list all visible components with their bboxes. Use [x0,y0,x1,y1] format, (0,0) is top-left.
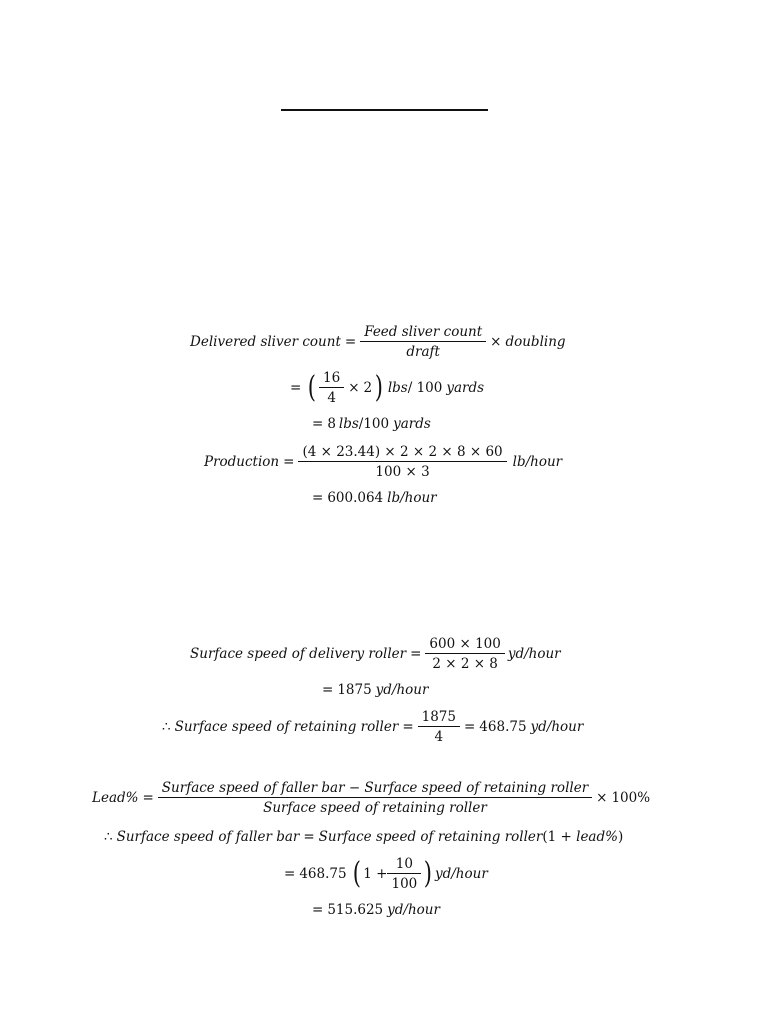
eq10-therefore: ∴ [104,829,113,845]
eq11-unit: yd/hour [434,866,488,882]
eq4-lhs: Production [204,454,280,470]
eq4-numerator: (4 × 23.44) × 2 × 2 × 8 × 60 [302,444,503,460]
title-underline [281,109,488,111]
eq2-numerator: 16 [323,370,341,386]
equation-production-result: = 600.064 lb/hour [312,490,437,506]
equation-delivered-sliver-count [190,324,566,360]
equation-faller-bar-calc: = 468.75 ( 1 + $\frac{10}{100}$ ) yd/hour [284,856,488,892]
eq1-denominator: draft [360,341,486,360]
eq9-tail: 100% [611,790,651,806]
eq8-unit: yd/hour [530,719,584,735]
eq12-value: 515.625 [327,902,384,918]
eq9-fraction [160,780,590,816]
eq2-unit-c: yards [446,380,485,396]
eq7-value: 1875 [337,682,372,698]
equation-delivery-roller-result: = 1875 yd/hour [322,682,429,698]
eq7-unit: yd/hour [375,682,429,698]
eq2-denominator: 4 [319,387,344,406]
eq3-unit-a: lbs [338,416,359,432]
eq10-lead: lead% [576,829,618,845]
eq5-value: 600.064 [327,490,384,506]
eq1-lhs: Delivered sliver count [190,334,341,350]
eq11-value: 468.75 [299,866,347,882]
eq12-unit: yd/hour [387,902,440,918]
eq2-unit-a: lbs [387,380,408,396]
eq10-paren: (1 + [542,829,577,845]
eq3-unit-b: /100 [358,416,390,432]
equation-faller-bar-result: = 515.625 yd/hour [312,902,440,918]
eq10-lhs: Surface speed of faller bar [116,829,300,845]
equation-sliver-count-calc: = ( $\frac{16}{4}$ × 2 ) lbs / 100 yards [290,370,485,406]
equation-lead-percent: Lead% = Surface speed of faller bar − Surface speed of retaining roller Surface speed of retaining roller × 100% [92,780,651,816]
eq6-numerator: 600 × 100 [429,636,501,652]
eq8-therefore: ∴ [162,719,171,735]
eq1-tail: doubling [505,334,566,350]
equation-production: Production = $\frac{(4 \times 23.44) \times 2 \times 2 \times 8 \times 60}{100 \times 3}$ lb/hour [204,444,563,480]
eq2-unit-b: / 100 [407,380,443,396]
eq1-equals: = [344,334,357,350]
eq11-numerator: 10 [395,856,413,872]
eq10-rhs: Surface speed of retaining roller [318,829,543,845]
eq10-close: ) [617,829,624,845]
eq8-fraction [420,709,458,745]
eq11-one: 1 + [363,866,388,882]
eq5-unit: lb/hour [387,490,437,506]
eq6-denominator: 2 × 2 × 8 [425,653,504,672]
eq11-fraction [389,856,419,892]
equation-faller-bar-speed: ∴ Surface speed of faller bar = Surface speed of retaining roller (1 + lead% ) [104,829,624,845]
eq9-lhs: Lead% [92,790,139,806]
eq1-numerator: Feed sliver count [364,324,483,340]
eq9-numerator: Surface speed of faller bar − Surface speed of retaining roller [161,780,589,796]
eq9-denominator: Surface speed of retaining roller [158,797,592,816]
eq6-fraction [427,636,502,672]
eq4-denominator: 100 × 3 [298,461,506,480]
eq2-factor: 2 [363,380,373,396]
eq1-fraction [362,324,484,360]
eq6-lhs: Surface speed of delivery roller [190,646,407,662]
eq4-unit: lb/hour [512,454,563,470]
equation-delivery-roller-speed: Surface speed of delivery roller = $\frac{600 \times 100}{2 \times 2 \times 8}$ yd/hour [190,636,561,672]
eq8-numerator: 1875 [421,709,456,725]
eq2-fraction [321,370,342,406]
equation-retaining-roller-speed: ∴ Surface speed of retaining roller = $\frac{1875}{4}$ = 468.75 yd/hour [162,709,584,745]
eq8-denominator: 4 [418,726,460,745]
eq8-value: 468.75 [479,719,527,735]
eq11-denominator: 100 [387,873,421,892]
eq8-lhs: Surface speed of retaining roller [174,719,399,735]
eq4-fraction [300,444,504,480]
eq3-value: 8 [327,416,336,432]
eq6-unit: yd/hour [507,646,561,662]
eq1-times: × [490,334,502,350]
equation-sliver-count-result: = 8 lbs /100 yards [312,416,431,432]
eq3-unit-c: yards [393,416,431,432]
